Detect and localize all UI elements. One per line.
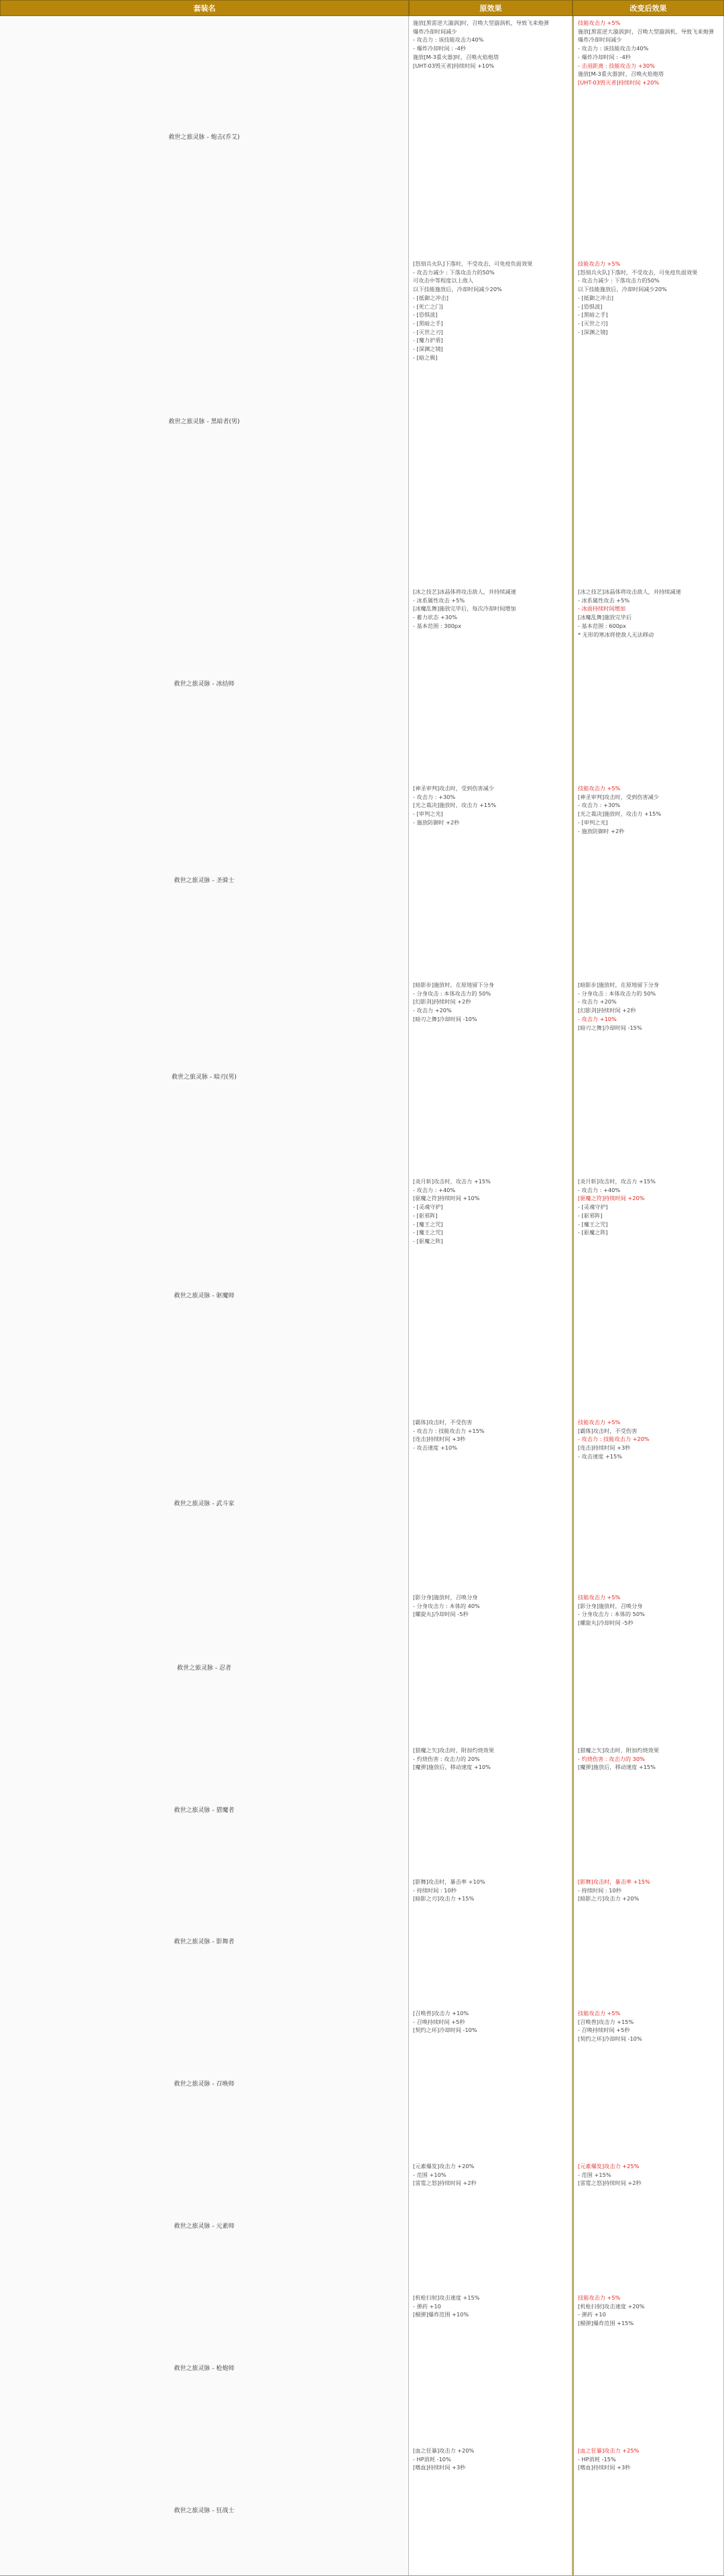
changed-effect-line: [元素爆发]攻击力 +25% (578, 2163, 640, 2169)
original-effect-cell (409, 16, 572, 257)
original-effect-line: - 攻击力 : 该技能攻击力40% (413, 36, 484, 44)
original-effect-line: [召唤兽]攻击力 +10% (413, 2010, 469, 2017)
changed-effect-line: 技能攻击力 +5% (578, 1419, 621, 1426)
changed-effect-line: - [灵魂守护] (578, 1203, 608, 1211)
changed-effect-line: - [魔王之咒] (578, 1220, 608, 1228)
table-row (0, 1415, 724, 1591)
changed-effect-line: [冰之技艺]冰晶体将攻击敌人，并持续减速 (578, 588, 681, 595)
changed-effect-line: - 冰系属性攻击 +5% (578, 596, 630, 604)
original-effect-cell (409, 1743, 572, 1875)
changed-effect-line: - 基本范围 : 600px (578, 622, 626, 629)
original-effect-line: [暗刃之舞]冷却时间 -10% (413, 1015, 477, 1022)
changed-effect-line: - [驱魔之阵] (578, 1229, 608, 1236)
set-name-cell: 救世之旅灵脉 - 黑暗者(男) (0, 257, 409, 585)
original-effect-line: [机枪扫射]攻击速度 +15% (413, 2294, 480, 2301)
original-effect-line: [暗影之刃]攻击力 +15% (413, 1895, 475, 1902)
original-effect-line: - [魔王之咒] (413, 1229, 443, 1236)
original-effect-cell (409, 1415, 572, 1591)
original-effect-line: - [魔力护盾] (413, 337, 443, 344)
changed-effect-line: - 攻击力减少 : 下落攻击力的50% (578, 277, 660, 284)
changed-effect-line: 技能攻击力 +5% (578, 19, 621, 26)
original-effect-line: - [魔王之咒] (413, 1220, 443, 1228)
original-effect-cell (409, 978, 572, 1175)
changed-effect-cell (572, 1743, 724, 1875)
changed-effect-line: [影舞]攻击时，暴击率 +15% (578, 1878, 650, 1885)
changed-effect-line: - [黑暗之手] (578, 311, 608, 319)
changed-effect-line: - 攻击速度 +15% (578, 1452, 622, 1460)
set-name-cell: 救世之旅灵脉 - 炮击(乔艾) (0, 16, 409, 257)
original-effect-line: - [恐惧波] (413, 311, 438, 319)
table-row (0, 2291, 724, 2445)
original-effect-cell (409, 2291, 572, 2444)
changed-effect-line: [召唤兽]攻击力 +15% (578, 2018, 634, 2025)
original-effect-line: [冰之技艺]冰晶体将攻击敌人，并持续减速 (413, 588, 516, 595)
set-name-cell: 救世之旅灵脉 - 枪炮师 (0, 2291, 409, 2444)
changed-effect-line: 技能攻击力 +5% (578, 785, 621, 792)
set-name-cell: 救世之旅灵脉 - 忍者 (0, 1591, 409, 1743)
changed-effect-line: [连击]持续时间 +3秒 (578, 1444, 631, 1452)
changed-effect-cell (572, 2291, 724, 2444)
changed-effect-cell (572, 1875, 724, 2006)
changed-effect-line: - 分身攻击 : 本体攻击力的 50% (578, 989, 656, 997)
table-row (0, 2006, 724, 2160)
changed-effect-cell (572, 1175, 724, 1415)
changed-effect-line: [机枪扫射]攻击速度 +20% (578, 2302, 645, 2310)
original-effect-line: - [驱魔之阵] (413, 1237, 443, 1244)
original-effect-line: - 攻击力 : +30% (413, 793, 456, 800)
original-effect-cell (409, 1591, 572, 1743)
changed-effect-line: - 爆炸冷却时间 : -4秒 (578, 53, 631, 60)
changed-effect-line: - 施放防御时 +2秒 (578, 827, 625, 835)
table-row (0, 2159, 724, 2292)
header-col-original: 原效果 (409, 0, 572, 16)
changed-effect-line: [UHT-03毁灭者]持续时间 +20% (578, 78, 660, 86)
original-effect-line: 以下技能施放后，冷却时间减少20% (413, 286, 502, 293)
original-effect-line: - 攻击力 +20% (413, 1007, 452, 1014)
changed-effect-line: - 攻击力 : +40% (578, 1186, 621, 1193)
changed-effect-line: 技能攻击力 +5% (578, 2294, 621, 2301)
changed-effect-line: [冰魔乱舞]施放完毕后 (578, 614, 632, 621)
original-effect-cell (409, 1175, 572, 1415)
original-effect-line: [UHT-03毁灭者]持续时间 +10% (413, 62, 495, 69)
original-effect-line: [冰魔乱舞]施放完毕后，每次冷却时间增加 (413, 605, 516, 612)
original-effect-line: - [死亡之门] (413, 303, 443, 310)
changed-effect-line: [光之裁决]施放时，攻击力 +15% (578, 810, 662, 818)
table-row (0, 1743, 724, 1876)
original-effect-cell (409, 2159, 572, 2291)
changed-effect-cell (572, 257, 724, 585)
changed-effect-line: [霸体]攻击时，不受伤害 (578, 1427, 638, 1434)
changed-effect-line: - 攻击力 : 该技能攻击力40% (578, 45, 649, 52)
changed-effect-line: * 无形的寒冰将使敌人无法移动 (578, 631, 654, 638)
changed-effect-line: [猎魔之矢]攻击时，附加灼烧效果 (578, 1747, 660, 1754)
original-effect-line: 爆炸冷却时间减少 (413, 28, 457, 35)
changed-effect-line: 技能攻击力 +5% (578, 260, 621, 267)
changed-effect-line: [暗刃之舞]冷却时间 -15% (578, 1024, 642, 1031)
original-effect-line: - 弹药 +10 (413, 2302, 441, 2310)
original-effect-line: - [驱邪阵] (413, 1212, 438, 1219)
changed-effect-line: [影分身]施放时，召唤分身 (578, 1602, 643, 1609)
changed-effect-line: [炎月斩]攻击时，攻击力 +15% (578, 1178, 656, 1185)
table-row (0, 1175, 724, 1416)
changed-effect-line: 施放[M-3重火器]时，召唤火焰炮塔 (578, 70, 664, 78)
changed-effect-line: 施放[黑雷逆大漩涡]时，召唤大型漩涡机，导致飞来炮弹 (578, 28, 714, 35)
original-effect-cell (409, 1875, 572, 2006)
original-effect-line: [神圣审判]攻击时，受到伤害减少 (413, 785, 495, 792)
table-header (0, 0, 724, 16)
original-effect-line: - 攻击力 : +40% (413, 1186, 456, 1193)
original-effect-line: [雷霆之怒]持续时间 +2秒 (413, 2180, 477, 2187)
table-row (0, 1875, 724, 2007)
original-effect-line: 施放[M-3重火器]时，召唤火焰炮塔 (413, 53, 499, 60)
original-effect-line: - [灭世之刃] (413, 328, 443, 335)
changed-effect-line: - 击退距离 : 技能攻击力 +30% (578, 62, 655, 69)
original-effect-cell (409, 2006, 572, 2159)
original-effect-line: - 冰系属性攻击 +5% (413, 596, 465, 604)
set-name-cell: 救世之旅灵脉 - 冰结师 (0, 585, 409, 782)
original-effect-line: - [深渊之镜] (413, 345, 443, 353)
header-col-changed: 改变后效果 (572, 0, 724, 16)
header-col-set: 套装名 (0, 0, 409, 16)
changed-effect-cell (572, 2006, 724, 2159)
original-effect-line: [光之裁决]施放时，攻击力 +15% (413, 802, 497, 809)
original-effect-line: - 施放防御时 +2秒 (413, 818, 460, 826)
original-effect-line: - [灵魂守护] (413, 1203, 443, 1211)
original-effect-line: [嗜血]持续时间 +3秒 (413, 2464, 466, 2471)
original-effect-line: [元素爆发]攻击力 +20% (413, 2163, 475, 2169)
changed-effect-line: [驱魔之符]持续时间 +20% (578, 1195, 645, 1202)
changed-effect-line: 爆炸冷却时间减少 (578, 36, 622, 44)
original-effect-line: [幻影剑]持续时间 +2秒 (413, 998, 471, 1006)
changed-effect-cell (572, 585, 724, 782)
changed-effect-cell (572, 2159, 724, 2291)
table-row (0, 585, 724, 782)
changed-effect-line: - 攻击力 : +30% (578, 802, 621, 809)
table-row (0, 2444, 724, 2576)
original-effect-line: [连击]持续时间 +3秒 (413, 1436, 466, 1443)
original-effect-line: - 灼烧伤害 : 攻击力的 20% (413, 1755, 480, 1762)
original-effect-line: [血之狂暴]攻击力 +20% (413, 2447, 475, 2454)
changed-effect-line: 以下技能施放后，冷却时间减少20% (578, 286, 667, 293)
changed-effect-cell (572, 978, 724, 1175)
changed-effect-cell (572, 782, 724, 978)
changed-effect-line: - 攻击力 +20% (578, 998, 617, 1006)
changed-effect-line: 技能攻击力 +5% (578, 1594, 621, 1601)
original-effect-line: - HP消耗 -10% (413, 2455, 451, 2463)
original-effect-line: [螺旋丸]冷却时间 -5秒 (413, 1611, 469, 1618)
changed-effect-line: - [灭世之刃] (578, 319, 608, 327)
original-effect-cell (409, 585, 572, 782)
changed-effect-line: [螺旋丸]冷却时间 -5秒 (578, 1619, 634, 1627)
set-name-cell: 救世之旅灵脉 - 圣骑士 (0, 782, 409, 978)
original-effect-line: - 攻击力减少 : 下落攻击力的50% (413, 268, 495, 276)
table-row (0, 257, 724, 586)
changed-effect-line: [幻影剑]持续时间 +2秒 (578, 1007, 636, 1014)
original-effect-line: - 蓄力状态 +30% (413, 614, 457, 621)
original-effect-line: [影分身]施放时，召唤分身 (413, 1594, 478, 1601)
original-effect-line: 施放[黑雷逆大漩涡]时，召唤大型漩涡机，导致飞来炮弹 (413, 19, 549, 26)
table-row (0, 978, 724, 1175)
changed-effect-line: - 冰面持续时间增加 (578, 605, 626, 612)
original-effect-line: [霸体]攻击时，不受伤害 (413, 1419, 473, 1426)
changed-effect-line: - 灼烧伤害 : 攻击力的 30% (578, 1755, 645, 1762)
changed-effect-line: [神圣审判]攻击时，受到伤害减少 (578, 793, 660, 800)
set-name-cell: 救世之旅灵脉 - 狂战士 (0, 2444, 409, 2575)
original-effect-line: - 分身攻击力 : 本体的 40% (413, 1602, 480, 1609)
table-row (0, 16, 724, 258)
set-name-cell: 救世之旅灵脉 - 召唤师 (0, 2006, 409, 2159)
changed-effect-line: [暗影步]施放时，在原地留下分身 (578, 981, 660, 988)
original-effect-line: [榴弹]爆炸范围 +10% (413, 2311, 469, 2318)
original-effect-line: [猎魔之矢]攻击时，附加灼烧效果 (413, 1747, 495, 1754)
changed-effect-line: [嗜血]持续时间 +3秒 (578, 2464, 631, 2471)
changed-effect-line: [榴弹]爆炸范围 +15% (578, 2320, 634, 2327)
original-effect-line: 可攻击中等程度以上敌人 (413, 277, 474, 284)
original-effect-line: - 持续时间 : 10秒 (413, 1886, 457, 1894)
table-row (0, 782, 724, 979)
set-name-cell: 救世之旅灵脉 - 猎魔者 (0, 1743, 409, 1875)
changed-effect-line: - 分身攻击力 : 本体的 50% (578, 1611, 645, 1618)
original-effect-line: - [审判之光] (413, 810, 443, 818)
original-effect-line: - [暗之极] (413, 354, 438, 361)
set-name-cell: 救世之旅灵脉 - 暗刃(男) (0, 978, 409, 1175)
original-effect-line: - 召唤持续时间 +5秒 (413, 2018, 465, 2025)
set-name-cell: 救世之旅灵脉 - 元素师 (0, 2159, 409, 2291)
changed-effect-cell (572, 16, 724, 257)
changed-effect-line: - [审判之光] (578, 818, 608, 826)
changed-effect-cell (572, 1591, 724, 1743)
changed-effect-line: - 持续时间 : 10秒 (578, 1886, 621, 1894)
set-name-cell: 救世之旅灵脉 - 武斗家 (0, 1415, 409, 1591)
changed-effect-line: [魔弹]施放后，移动速度 +15% (578, 1764, 656, 1771)
changed-effect-line: - [恐惧波] (578, 303, 603, 310)
original-effect-line: - 分身攻击 : 本体攻击力的 50% (413, 989, 491, 997)
original-effect-line: - 攻击速度 +10% (413, 1444, 457, 1452)
original-effect-line: - [抵御之冲击] (413, 294, 448, 301)
original-effect-line: [影舞]攻击时，暴击率 +10% (413, 1878, 485, 1885)
changed-effect-line: [暗影之刃]攻击力 +20% (578, 1895, 640, 1902)
changed-effect-line: 技能攻击力 +5% (578, 2010, 621, 2017)
changed-effect-line: - 攻击力 +10% (578, 1015, 617, 1022)
changed-effect-line: - 攻击力 : 技能攻击力 +20% (578, 1436, 650, 1443)
changed-effect-line: [雷霆之怒]持续时间 +2秒 (578, 2180, 642, 2187)
changed-effect-line: [契约之环]冷却时间 -10% (578, 2035, 642, 2043)
original-effect-line: - [黑暗之手] (413, 319, 443, 327)
original-effect-line: [驱魔之符]持续时间 +10% (413, 1195, 480, 1202)
changed-effect-line: - 弹药 +10 (578, 2311, 606, 2318)
changed-effect-line: [血之狂暴]攻击力 +25% (578, 2447, 640, 2454)
original-effect-line: - 攻击力 : 技能攻击力 +15% (413, 1427, 485, 1434)
changed-effect-line: - 召唤持续时间 +5秒 (578, 2027, 630, 2034)
original-effect-line: - 范围 +10% (413, 2171, 446, 2178)
original-effect-cell (409, 2444, 572, 2575)
changed-effect-line: - [抵御之冲击] (578, 294, 613, 301)
original-effect-line: - 基本范围 : 300px (413, 622, 461, 629)
original-effect-line: [暗影步]施放时，在原地留下分身 (413, 981, 495, 988)
table-row (0, 1591, 724, 1744)
changed-effect-line: - HP消耗 -15% (578, 2455, 616, 2463)
original-effect-cell (409, 257, 572, 585)
original-effect-cell (409, 782, 572, 978)
original-effect-line: [魔弹]施放后，移动速度 +10% (413, 1764, 491, 1771)
set-name-cell: 救世之旅灵脉 - 驱魔师 (0, 1175, 409, 1415)
changed-effect-line: - 范围 +15% (578, 2171, 611, 2178)
changed-effect-line: [怒刻兵火队]下落时，不受攻击，可免疫负面效果 (578, 268, 698, 276)
original-effect-line: [炎月斩]攻击时，攻击力 +15% (413, 1178, 491, 1185)
original-effect-line: - 爆炸冷却时间 : -4秒 (413, 45, 466, 52)
original-effect-line: [契约之环]冷却时间 -10% (413, 2027, 477, 2034)
changed-effect-line: - [深渊之镜] (578, 328, 608, 335)
changed-effect-line: - [驱邪阵] (578, 1212, 603, 1219)
changed-effect-cell (572, 1415, 724, 1591)
set-name-cell: 救世之旅灵脉 - 影舞者 (0, 1875, 409, 2006)
changed-effect-cell (572, 2444, 724, 2575)
original-effect-line: [怒刻兵火队]下落时，不受攻击，可免疫负面效果 (413, 260, 533, 267)
